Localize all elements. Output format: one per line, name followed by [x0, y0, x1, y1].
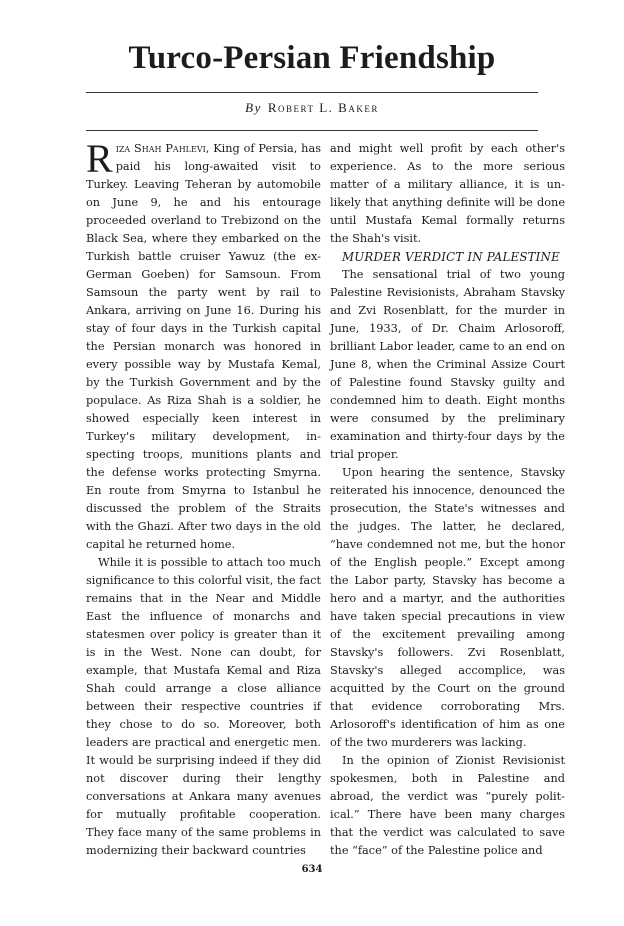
byline-prefix: By: [245, 100, 262, 115]
paragraph: Upon hearing the sentence, Stavsky reiterated his innocence, denounced the prosecution, the State's witnesses and the judges. The latter, he declared, “have condemned not me, but the honor of the English people.” Except among the Labor party, Stavsky has become a hero and a martyr, and the authorities have taken special precautions in view of the excitement prevailing among Stavsky's followers. Zvi Rosenblatt, Stavsky's alleged accomplice, was acquitted by the Court on the ground that evidence corroborating Mrs. Arlosoroff's identification of him as one of the two murderers was lacking.: [330, 466, 565, 749]
section-heading: MURDER VERDICT IN PALESTINE: [342, 250, 560, 264]
paragraph: and might well profit by each other's experience. As to the more serious matter of a military alliance, it is unlikely that anything definite will be done until Mustafa Kemal formally returns the Shah's visit.: [330, 142, 565, 245]
paragraph: The sensational trial of two young Palestine Revisionists, Abraham Stavsky and Zvi Rosenblatt, for the murder in June, 1933, of Dr. Chaim Arlosoroff, brilliant Labor leader, came to an end on June 8, when the Criminal Assize Court of Palestine found Stavsky guilty and condemned him to death. Eight months were consumed by the preliminary examination and thirty-four days by the trial proper.: [330, 268, 565, 461]
article-title: Turco-Persian Friendship: [128, 40, 496, 76]
bottom-rule: [86, 130, 538, 131]
drop-cap: R: [86, 136, 113, 181]
author-name: Robert L. Baker: [267, 100, 379, 115]
byline: [0, 100, 624, 116]
right-column: [330, 140, 565, 860]
left-column: [86, 136, 321, 860]
paragraph-text: King of Persia, has paid his long-awaited visit to Turkey. Leaving Teheran by automobile on June 9, he and his entourage proceeded overland to Trebizond on the Black Sea, where they embarked on the Turkish battle cruiser Yawuz (the ex-German Goeben) for Samsoun. From Samsoun the party went by rail to Ankara, arriving on June 16. During his stay of four days in the Turkish capital the Persian monarch was honored in every possible way by Mustafa Kemal, by the Turkish Government and by the populace. As Riza Shah is a soldier, he showed especially keen interest in Turkey's military development, inspecting troops, munitions plants and the defense works protecting Smyrna. En route from Smyrna to Istanbul he discussed the problem of the Straits with the Ghazi. After two days in the old capital he returned home.: [86, 142, 321, 551]
paragraph: [86, 136, 321, 554]
top-rule: [86, 92, 538, 93]
page-number: 634: [301, 864, 323, 875]
paragraph: While it is possible to attach too much significance to this colorful visit, the fact remains that in the Near and Middle East the influence of monarchs and statesmen over policy is greater than it is in the West. None can doubt, for example, that Mustafa Kemal and Riza Shah could arrange a close alliance between their respective countries if they chose to do so. Moreover, both leaders are practical and energetic men. It would be surprising indeed if they did not discover during their lengthy conversations at Ankara many avenues for mutually profitable cooperation. They face many of the same problems in modernizing their backward countries: [86, 556, 321, 857]
paragraph: In the opinion of Zionist Revisionist spokesmen, both in Palestine and abroad, the verdict was “purely political.” There have been many charges that the verdict was calculated to save the “face” of the Palestine police and: [330, 754, 565, 857]
lead-in: iza Shah Pahlevi,: [115, 142, 210, 155]
